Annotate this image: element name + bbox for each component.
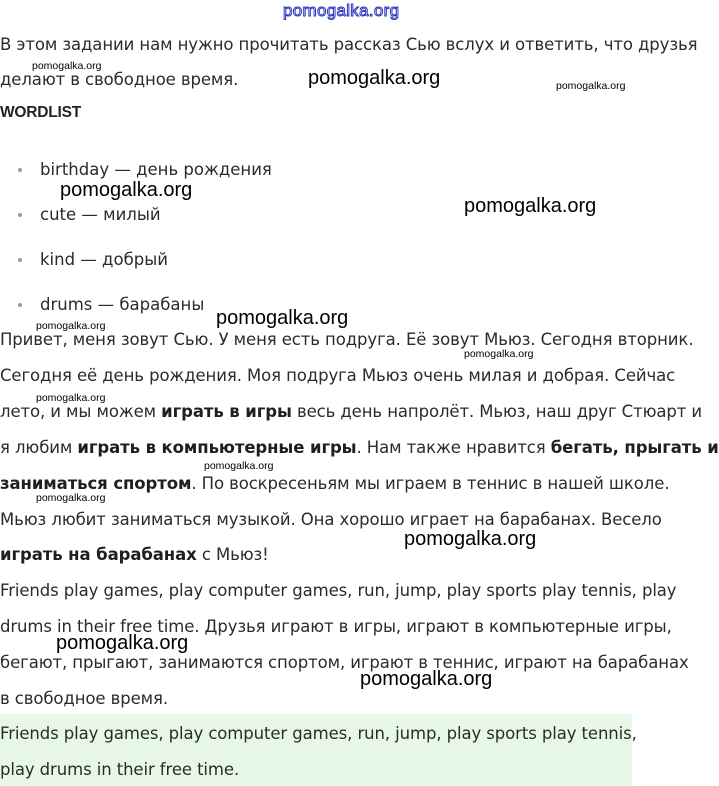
- explanation-line: drums in their free time. Друзья играют в игры, играют в компьютерные игры,: [0, 617, 672, 636]
- watermark: pomogalka.org: [36, 320, 106, 332]
- watermark: pomogalka.org: [464, 195, 597, 217]
- story-text: . Нам также нравится: [356, 438, 551, 457]
- watermark: pomogalka.org: [556, 80, 626, 92]
- intro-line-1: В этом задании нам нужно прочитать рассказ Сью вслух и ответить, что друзья: [0, 35, 698, 54]
- watermark: pomogalka.org: [204, 460, 274, 472]
- watermark: pomogalka.org: [60, 179, 193, 201]
- story-line: Сегодня её день рождения. Моя подруга Мьюз очень милая и добрая. Сейчас: [0, 366, 676, 385]
- story-bold: играть на барабанах: [0, 545, 197, 564]
- bullet-icon: [18, 258, 22, 262]
- watermark: pomogalka.org: [36, 392, 106, 404]
- story-line: [0, 474, 669, 494]
- bullet-icon: [18, 168, 22, 172]
- story-bold: бегать, прыгать и: [550, 438, 719, 457]
- watermark-top: pomogalka.org: [283, 1, 400, 20]
- answer-line: Friends play games, play computer games, run, jump, play sports play tennis,: [0, 724, 637, 743]
- story-text: весь день напролёт. Мьюз, наш друг Стюарт и: [291, 402, 703, 421]
- watermark: pomogalka.org: [36, 492, 106, 504]
- story-line: [0, 438, 719, 458]
- watermark: pomogalka.org: [32, 60, 102, 72]
- story-line: Мьюз любит заниматься музыкой. Она хорошо играет на барабанах. Весело: [0, 510, 662, 529]
- bullet-icon: [18, 303, 22, 307]
- story-line: [0, 545, 269, 565]
- story-text: . По воскресеньям мы играем в теннис в нашей школе.: [191, 474, 670, 493]
- story-line: [0, 402, 702, 422]
- watermark: pomogalka.org: [216, 307, 349, 329]
- watermark: pomogalka.org: [308, 67, 441, 89]
- list-item-text: cute — милый: [40, 205, 161, 224]
- story-text: с Мьюз!: [196, 545, 269, 564]
- answer-line: play drums in their free time.: [0, 760, 240, 779]
- list-item-text: birthday — день рождения: [40, 160, 272, 179]
- story-line: Привет, меня зовут Сью. У меня есть подруга. Её зовут Мьюз. Сегодня вторник.: [0, 330, 694, 349]
- explanation-line: в свободное время.: [0, 689, 168, 708]
- story-text: я любим: [0, 438, 78, 457]
- intro-line-2: делают в свободное время.: [0, 70, 239, 89]
- wordlist-title: WORDLIST: [0, 104, 82, 121]
- story-text: лето, и мы можем: [0, 402, 162, 421]
- list-item-text: kind — добрый: [40, 250, 168, 269]
- bullet-icon: [18, 213, 22, 217]
- watermark: pomogalka.org: [404, 528, 537, 550]
- watermark: pomogalka.org: [360, 668, 493, 690]
- watermark: pomogalka.org: [56, 632, 189, 654]
- story-bold: играть в компьютерные игры: [77, 438, 357, 457]
- list-item-text: drums — барабаны: [40, 295, 205, 314]
- explanation-line: бегают, прыгают, занимаются спортом, играют в теннис, играют на барабанах: [0, 653, 689, 672]
- watermark: pomogalka.org: [464, 348, 534, 360]
- explanation-line: Friends play games, play computer games, run, jump, play sports play tennis, play: [0, 581, 677, 600]
- story-bold: заниматься спортом: [0, 474, 192, 493]
- story-bold: играть в игры: [161, 402, 292, 421]
